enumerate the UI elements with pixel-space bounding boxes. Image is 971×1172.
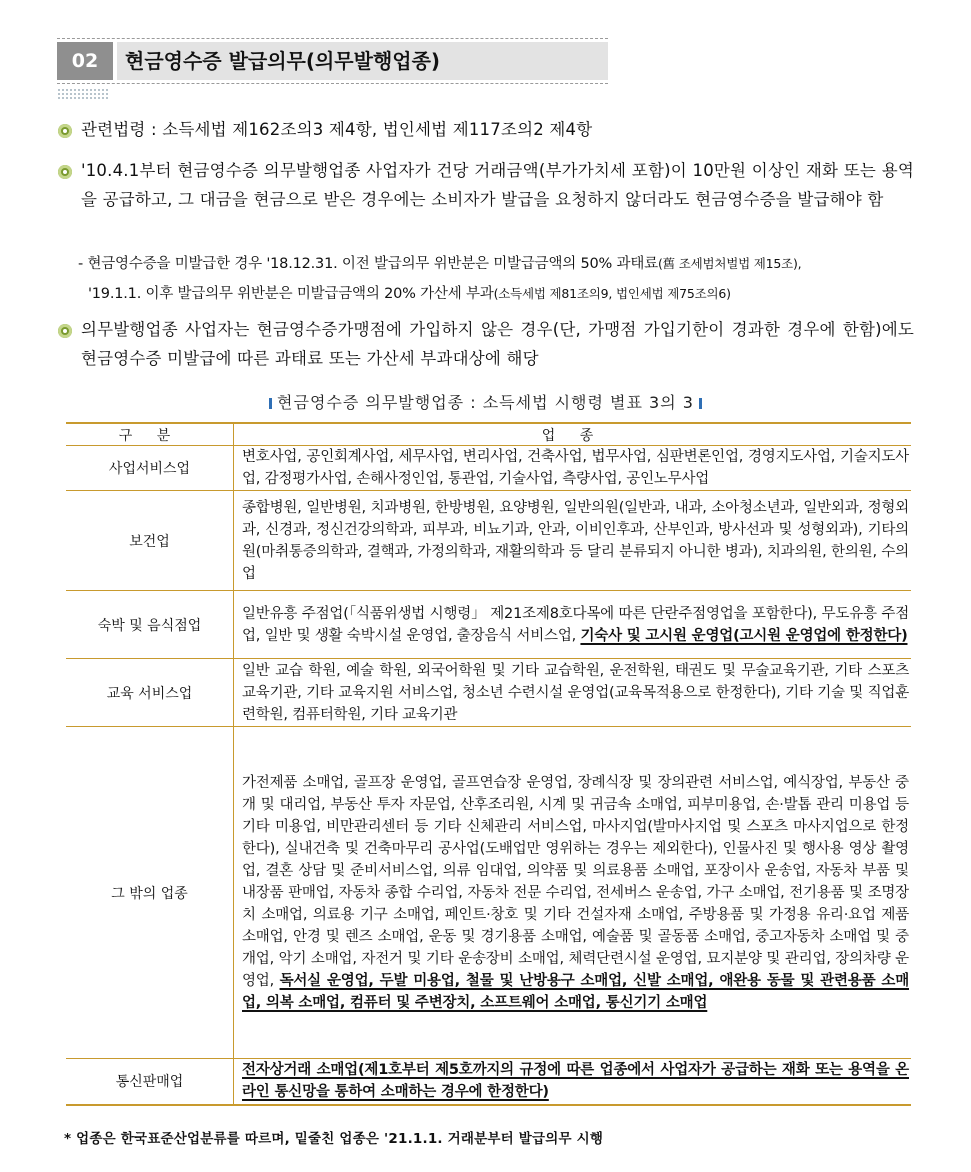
row-description xyxy=(234,591,912,659)
header-business: 업 종 xyxy=(541,427,604,444)
row-text: 일반유흥 주점업(「식품위생법 시행령」 제21조제8호다목에 따른 단란주점영업을 포함한다), 무도유흥 주점업, 일반 및 생활 숙박시설 운영업, 출장음식 서비스업, xyxy=(242,605,909,644)
penalty-line-1-ref: (舊 조세범처벌법 제15조), xyxy=(657,256,802,271)
table-row xyxy=(66,591,911,659)
penalty-line-2-ref: (소득세법 제81조의9, 법인세법 제75조의6) xyxy=(493,286,731,301)
law-reference xyxy=(81,115,914,144)
law-text: 관련법령 : 소득세법 제162조의3 제4항, 법인세법 제117조의2 제4항 xyxy=(81,120,593,139)
penalty-line-2 xyxy=(78,279,918,309)
table-row xyxy=(66,659,911,727)
penalty-line-1-main: - 현금영수증을 미발급한 경우 '18.12.31. 이전 발급의무 위반분은 미발급금액의 50% 과태료 xyxy=(78,256,658,272)
business-table xyxy=(66,422,911,1106)
section-title: 현금영수증 발급의무(의무발행업종) xyxy=(125,49,441,73)
row-description xyxy=(234,659,912,727)
header-bottom-rule xyxy=(57,83,608,84)
caption-marker-left xyxy=(269,398,272,409)
dot-pattern xyxy=(57,88,109,99)
table-row xyxy=(66,1059,911,1105)
bullet-icon xyxy=(58,124,72,138)
row-category: 사업서비스업 xyxy=(66,446,234,491)
penalty-line-2-main: '19.1.1. 이후 발급의무 위반분은 미발급금액의 20% 가산세 부과 xyxy=(88,286,494,302)
penalty-note xyxy=(78,249,918,309)
row-underlined: 기숙사 및 고시원 운영업(고시원 운영업에 한정한다) xyxy=(580,627,908,644)
caption-marker-right xyxy=(699,398,702,409)
row-description xyxy=(234,1059,912,1105)
section-header xyxy=(57,38,608,84)
row-description xyxy=(234,491,912,591)
header-category: 구 분 xyxy=(66,423,234,446)
table-row xyxy=(66,727,911,1059)
row-category: 교육 서비스업 xyxy=(66,659,234,727)
penalty-line-1 xyxy=(78,249,918,279)
unregistered-paragraph xyxy=(81,315,914,373)
row-category: 통신판매업 xyxy=(66,1059,234,1105)
caption-text: 현금영수증 의무발행업종 : 소득세법 시행령 별표 3의 3 xyxy=(277,393,694,412)
row-underlined: 독서실 운영업, 두발 미용업, 철물 및 난방용구 소매업, 신발 소매업, 애완용 동물 및 관련용품 소매업, 의복 소매업, 컴퓨터 및 주변장치, 소프트웨어 소매업, 통신기기 소매업 xyxy=(242,972,909,1011)
section-number: 02 xyxy=(57,42,113,80)
header-top-rule xyxy=(57,38,608,39)
table-row xyxy=(66,446,911,491)
row-underlined: 전자상거래 소매업(제1호부터 제5호까지의 규정에 따른 업종에서 사업자가 공급하는 재화 또는 용역을 온라인 통신망을 통하여 소매하는 경우에 한정한다) xyxy=(242,1062,909,1101)
table-header-row xyxy=(66,423,911,446)
row-category: 그 밖의 업종 xyxy=(66,727,234,1059)
bullet-icon xyxy=(58,324,72,338)
row-category: 보건업 xyxy=(66,491,234,591)
table-caption xyxy=(0,390,971,413)
row-text: 일반 교습 학원, 예술 학원, 외국어학원 및 기타 교습학원, 운전학원, 태권도 및 무술교육기관, 기타 스포츠 교육기관, 기타 교육지원 서비스업, 청소년 수련시설 운영업(교육목적용으로 한정한다), 기타 기술 및 직업훈련학원, 컴퓨터학원, 기타 교육기관 xyxy=(242,662,909,723)
row-description xyxy=(234,727,912,1059)
unregistered-text: 의무발행업종 사업자는 현금영수증가맹점에 가입하지 않은 경우(단, 가맹점 가입기한이 경과한 경우에 한함)에도 현금영수증 미발급에 따른 과태료 또는 가산세 부과대상에 해당 xyxy=(81,320,914,368)
title-box xyxy=(117,42,608,80)
row-text: 종합병원, 일반병원, 치과병원, 한방병원, 요양병원, 일반의원(일반과, 내과, 소아청소년과, 일반외과, 정형외과, 신경과, 정신건강의학과, 피부과, 비뇨기과, 안과, 이비인후과, 산부인과, 방사선과 및 성형외과), 기타의원(마취통증의학과, 결핵과, 가정의학과, 재활의학과 등 달리 분류되지 아니한 병과), 치과의원, 한의원, 수의업 xyxy=(242,499,909,582)
obligation-text: '10.4.1부터 현금영수증 의무발행업종 사업자가 건당 거래금액(부가가치세 포함)이 10만원 이상인 재화 또는 용역을 공급하고, 그 대금을 현금으로 받은 경우에는 소비자가 발급을 요청하지 않더라도 현금영수증을 발급해야 함 xyxy=(81,161,914,209)
footnote: * 업종은 한국표준산업분류를 따르며, 밑줄친 업종은 '21.1.1. 거래분부터 발급의무 시행 xyxy=(64,1131,604,1147)
obligation-paragraph xyxy=(81,156,914,214)
row-category: 숙박 및 음식점업 xyxy=(66,591,234,659)
bullet-icon xyxy=(58,165,72,179)
row-text: 가전제품 소매업, 골프장 운영업, 골프연습장 운영업, 장례식장 및 장의관련 서비스업, 예식장업, 부동산 중개 및 대리업, 부동산 투자 자문업, 산후조리원, 시계 및 귀금속 소매업, 피부미용업, 손·발톱 관리 미용업 등 기타 미용업, 비만관리센터 등 기타 신체관리 서비스업, 마사지업(발마사지업 및 스포츠 마사지업으로 한정한다), 실내건축 및 건축마무리 공사업(도배업만 영위하는 경우는 제외한다), 인물사진 및 행사용 영상 촬영업, 결혼 상담 및 준비서비스업, 의류 임대업, 의약품 및 의료용품 소매업, 포장이사 운송업, 자동차 부품 및 내장품 판매업, 자동차 종합 수리업, 자동차 전문 수리업, 전세버스 운송업, 가구 소매업, 전기용품 및 조명장치 소매업, 의료용 기구 소매업, 페인트·창호 및 기타 건설자재 소매업, 주방용품 및 가정용 유리·요업 제품 소매업, 안경 및 렌즈 소매업, 운동 및 경기용품 소매업, 예술품 및 골동품 소매업, 중고자동차 소매업 및 중개업, 악기 소매업, 자전거 및 기타 운송장비 소매업, 체력단련시설 운영업, 묘지분양 및 관리업, 장의차량 운영업, xyxy=(242,774,909,989)
row-description xyxy=(234,446,912,491)
table-row xyxy=(66,491,911,591)
row-text: 변호사업, 공인회계사업, 세무사업, 변리사업, 건축사업, 법무사업, 심판변론인업, 경영지도사업, 기술지도사업, 감정평가사업, 손해사정인업, 통관업, 기술사업, 측량사업, 공인노무사업 xyxy=(242,449,909,487)
